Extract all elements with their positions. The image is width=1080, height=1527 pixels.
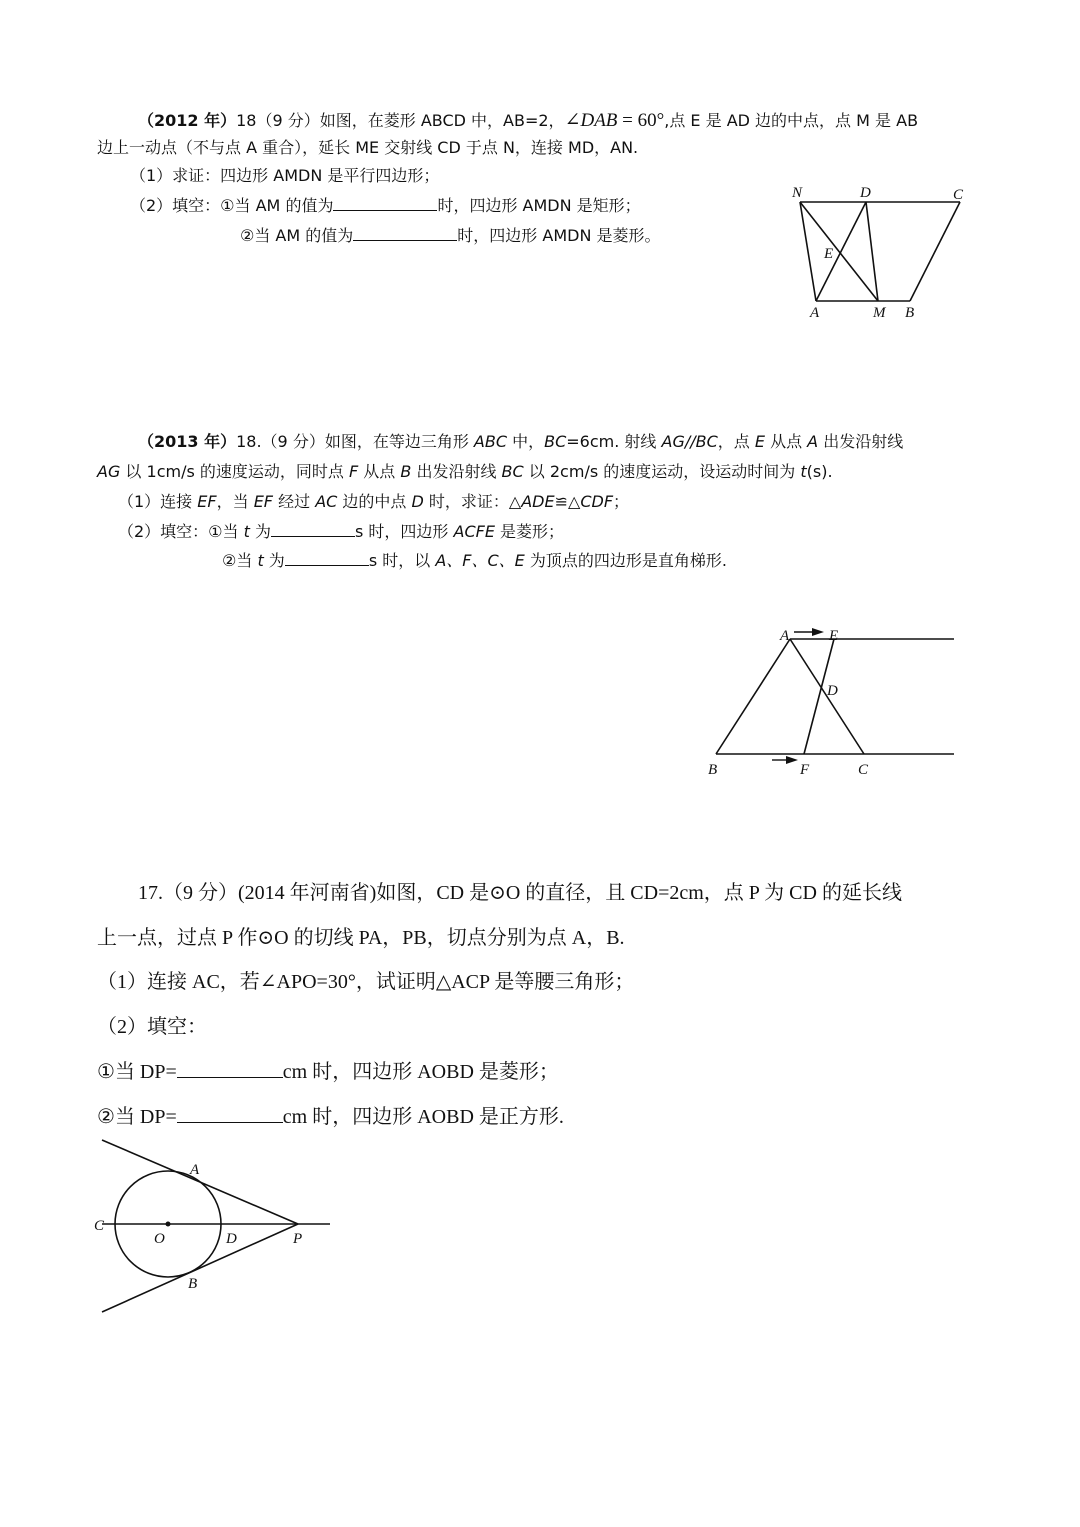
label-d: D [226,1231,237,1247]
label-e: E [829,628,839,644]
p2013-q1-t5: 时，求证：△ [423,492,522,511]
p2013-q1-t3: 经过 [273,492,316,511]
p2013-q3-i1: t [257,551,264,570]
p2013-q3-t4: 为顶点的四边形是直角梯形. [524,551,727,570]
p2013-q1-t6: ≌△ [554,492,581,511]
label-c: C [94,1218,105,1234]
p2012-q3-text-a: ②当 AM 的值为 [240,226,354,245]
p2014-question-2: （2）填空： [97,1016,207,1038]
label-d: D [860,185,871,201]
p2013-l1-i2: BC [544,432,567,451]
p2013-q2-t4: 是菱形； [494,522,565,541]
segment-na [800,202,816,301]
label-b: B [188,1276,198,1292]
p2013-q1-i4: D [411,492,424,511]
p2012-angle: ∠DAB [564,110,618,131]
p2013-q3-t3: s 时，以 [368,551,436,570]
label-d: D [827,683,838,699]
p2013-q1-i6: CDF [580,492,614,511]
p2012-angle-eq: = 60° [617,110,665,131]
p2014-line-1: 17.（9 分）(2014 年河南省)如图，CD 是⊙O 的直径，且 CD=2cm，点 P 为 CD 的延长线 [138,882,902,904]
p2013-l2-t3: 出发沿射线 [411,462,502,481]
p2013-line-1 [138,432,903,451]
p2013-q1-i5: ADE [521,492,555,511]
p2013-q1-t2: ，当 [216,492,254,511]
p2012-year: （2012 年） [138,111,237,130]
p2013-l1-i1: ABC [473,432,508,451]
p2013-l1-t3: =6cm. 射线 [566,432,662,451]
triangle-diagram [700,622,960,778]
p2013-l2-i5: t [800,462,807,481]
p2013-q1-t4: 边的中点 [337,492,412,511]
p2013-l1-t1: 18.（9 分）如图，在等边三角形 [236,432,474,451]
label-a: A [190,1162,200,1178]
p2013-q2-t3: s 时，四边形 [355,522,454,541]
p2014-circle-2: ② [97,1104,115,1128]
p2012-text-1a: 18（9 分）如图，在菱形 ABCD 中，AB=2， [236,111,565,130]
segment-bc [910,202,960,301]
p2013-q2-t2: 为 [249,522,271,541]
p2013-l2-t1: 以 1cm/s 的速度运动，同时点 [120,462,349,481]
p2013-q2-i2: ACFE [453,522,495,541]
p2013-l1-i3: AG//BC [661,432,718,451]
p2013-q2-t1: （2）填空：①当 [118,522,244,541]
p2012-q3-text-b: 时，四边形 AMDN 是菱形。 [457,226,661,245]
p2013-l2-i3: B [400,462,412,481]
segment-nm [800,202,878,301]
p2014-blank-1[interactable] [177,1061,283,1078]
p2014-q21-text-a: 当 DP= [114,1061,177,1083]
label-n: N [792,185,803,201]
p2013-blank-2[interactable] [285,551,369,566]
p2013-question-2 [118,522,564,541]
p2013-l2-t5: (s). [806,462,833,481]
p2014-q22-text-a: 当 DP= [114,1106,177,1128]
p2012-text-1b: ,点 E 是 AD 边的中点，点 M 是 AB [664,111,919,130]
label-o: O [154,1231,165,1247]
p2014-question-2-2 [97,1104,564,1129]
p2013-l1-i4: E [754,432,765,451]
p2013-line-2 [97,462,833,481]
p2014-q22-text-b: cm 时，四边形 AOBD 是正方形. [282,1106,564,1128]
p2012-question-1: （1）求证：四边形 AMDN 是平行四边形； [130,166,440,185]
p2012-question-3 [240,226,661,245]
p2014-question-1: （1）连接 AC，若∠APO=30°，试证明△ACP 是等腰三角形； [97,971,635,993]
p2013-year: （2013 年） [138,432,237,451]
p2013-blank-1[interactable] [271,522,355,537]
p2012-blank-1[interactable] [333,196,437,211]
p2013-question-3 [222,551,727,570]
p2012-blank-2[interactable] [353,226,457,241]
p2013-q3-t2: 为 [263,551,285,570]
tangent-pb [102,1224,298,1312]
p2012-line-1 [138,110,918,133]
circle-tangent-diagram [90,1135,350,1320]
center-point-o [166,1222,171,1227]
p2013-q3-i2: A、F、C、E [435,551,525,570]
p2014-question-2-1 [97,1059,559,1084]
label-f: F [800,762,810,778]
p2012-q2-text-b: 时，四边形 AMDN 是矩形； [437,196,641,215]
tangent-pa [102,1140,298,1224]
p2013-l2-t2: 从点 [358,462,401,481]
p2013-q1-i1: EF [197,492,217,511]
arrow-e [794,628,824,636]
p2013-l1-t5: 从点 [764,432,808,451]
p2012-line-2: 边上一动点（不与点 A 重合），延长 ME 交射线 CD 于点 N，连接 MD，AN. [97,138,639,157]
label-b: B [905,305,915,321]
p2013-l2-i2: F [348,462,359,481]
p2013-l1-t6: 出发沿射线 [818,432,904,451]
rhombus-diagram [780,175,1000,330]
arrow-f [772,756,798,764]
segment-ab [716,639,790,754]
label-a: A [810,305,820,321]
label-c: C [953,187,964,203]
p2013-q1-t7: ； [613,492,630,511]
p2013-l2-i4: BC [501,462,524,481]
p2014-line-2: 上一点，过点 P 作⊙O 的切线 PA，PB，切点分别为点 A，B. [97,927,625,949]
p2013-l1-t4: ，点 [717,432,755,451]
p2013-l1-i5: A [807,432,819,451]
p2013-q3-t1: ②当 [222,551,258,570]
p2012-q2-text-a: （2）填空：①当 AM 的值为 [130,196,334,215]
p2013-q2-i1: t [243,522,250,541]
label-a: A [780,628,790,644]
p2013-question-1 [118,492,629,511]
label-p: P [293,1231,303,1247]
p2012-question-2 [130,196,641,215]
label-e: E [824,246,834,262]
p2014-circle-1: ① [97,1059,115,1083]
p2013-q1-t1: （1）连接 [118,492,198,511]
segment-md [866,202,878,301]
p2014-blank-2[interactable] [177,1106,283,1123]
p2013-l2-t4: 以 2cm/s 的速度运动，设运动时间为 [523,462,801,481]
label-c: C [858,762,869,778]
p2014-q21-text-b: cm 时，四边形 AOBD 是菱形； [282,1061,559,1083]
p2013-q1-i3: AC [315,492,338,511]
label-m: M [873,305,886,321]
label-b: B [708,762,718,778]
p2013-q1-i2: EF [253,492,273,511]
p2013-l1-t2: 中， [507,432,545,451]
p2013-l2-i1: AG [97,462,121,481]
